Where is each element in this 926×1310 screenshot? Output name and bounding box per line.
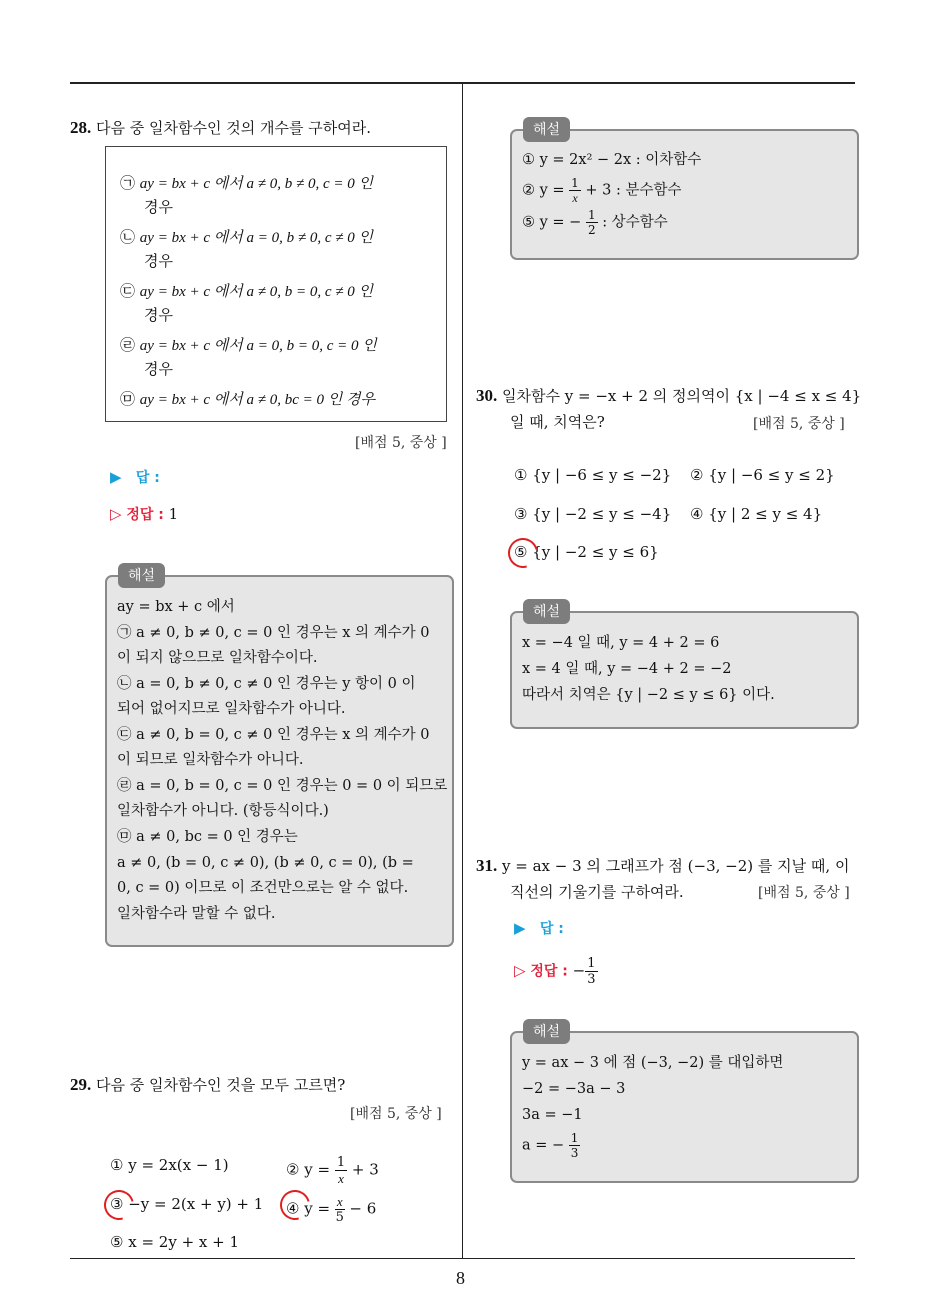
q31-exp-4-denominator: 3 — [570, 1146, 579, 1160]
q28-exp-line: ㉡ a = 0, b ≠ 0, c ≠ 0 인 경우는 y 항이 0 이 — [117, 676, 416, 692]
q30-option-5: ⑤ {y | −2 ≤ y ≤ 6} — [514, 543, 659, 561]
q28-question-text: 다음 중 일차함수인 것의 개수를 구하여라. — [96, 119, 371, 137]
q30-number: 30. — [476, 386, 498, 405]
q28-exp-line: 일차함수라 말할 수 없다. — [117, 906, 276, 922]
q31-exp-line-4 — [522, 1131, 580, 1160]
q29-option-2 — [286, 1155, 379, 1186]
q29-option-4-denominator: 5 — [335, 1210, 344, 1225]
q28-number: 28. — [70, 118, 92, 137]
q31-exp-4-numerator: 1 — [570, 1131, 579, 1145]
q30-exp-line: 따라서 치역은 {y | −2 ≤ y ≤ 6} 이다. — [522, 687, 775, 703]
q28-item-5 — [120, 389, 375, 410]
q28-item-5-mark: ㉤ — [120, 390, 136, 408]
q30-option-3: ③ {y | −2 ≤ y ≤ −4} — [514, 505, 672, 523]
q29-exp-3-numerator: 1 — [587, 208, 596, 222]
q31-answer-label: 답 : — [539, 921, 564, 937]
q28-meta: [배점 5, 중상 ] — [355, 435, 447, 451]
q31-exp-4-fraction — [569, 1131, 581, 1160]
q31-correct-sign: − — [572, 961, 586, 980]
q30-meta: [배점 5, 중상 ] — [753, 416, 845, 432]
q29-exp-2-prefix: ② y = — [522, 182, 565, 199]
q30-question-line-2: 일 때, 치역은? — [510, 413, 605, 431]
q28-explanation-tag: 해설 — [118, 563, 165, 588]
q29-explanation-tag: 해설 — [523, 117, 570, 142]
q30-option-4: ④ {y | 2 ≤ y ≤ 4} — [690, 505, 823, 523]
q28-item-3-mark: ㉢ — [120, 282, 136, 300]
q28-item-1-cont: 경우 — [144, 198, 173, 216]
q29-exp-2-numerator: 1 — [571, 176, 579, 190]
q29-exp-2-suffix: + 3 : 분수함수 — [585, 182, 682, 199]
q28-correct-value: 1 — [168, 505, 179, 523]
q28-exp-line: a ≠ 0, (b = 0, c ≠ 0), (b ≠ 0, c = 0), (b = — [117, 855, 414, 871]
q29-question-text: 다음 중 일차함수인 것을 모두 고르면? — [96, 1076, 346, 1094]
q29-option-5: ⑤ x = 2y + x + 1 — [110, 1233, 240, 1251]
q28-item-3-cont: 경우 — [144, 306, 173, 324]
q28-answer-row — [110, 467, 160, 488]
q28-answer-label: 답 : — [135, 470, 160, 486]
q28-item-2-mark: ㉡ — [120, 228, 136, 246]
q29-option-2-prefix: ② y = — [286, 1160, 331, 1179]
q30-question-line-1 — [476, 386, 861, 406]
bottom-rule — [70, 1258, 855, 1259]
q28-item-1 — [120, 173, 373, 194]
q28-options-box — [105, 146, 447, 422]
q30-option-2: ② {y | −6 ≤ y ≤ 2} — [690, 466, 835, 484]
q29-option-4-fraction — [335, 1194, 345, 1225]
q31-question-line-2: 직선의 기울기를 구하여라. — [510, 883, 684, 901]
q28-exp-line: ㉠ a ≠ 0, b ≠ 0, c = 0 인 경우는 x 의 계수가 0 — [117, 625, 430, 641]
q29-option-4-suffix: − 6 — [349, 1199, 377, 1218]
q29-exp-line-1: ① y = 2x² − 2x : 이차함수 — [522, 152, 702, 168]
q31-correct-row — [514, 956, 598, 987]
q28-correct-row — [110, 504, 178, 525]
q29-meta: [배점 5, 중상 ] — [350, 1106, 442, 1122]
q29-option-3-selection-circle — [99, 1185, 140, 1226]
q31-meta: [배점 5, 중상 ] — [758, 885, 850, 901]
q28-item-4 — [120, 335, 377, 356]
q29-option-2-numerator: 1 — [336, 1155, 346, 1170]
q31-exp-line-2: −2 = −3a − 3 — [522, 1081, 626, 1097]
q30-option-1: ① {y | −6 ≤ y ≤ −2} — [514, 466, 672, 484]
q28-exp-line: 이 되므로 일차함수가 아니다. — [117, 752, 304, 768]
q28-item-1-text: ay = bx + c 에서 a ≠ 0, b ≠ 0, c = 0 인 — [139, 176, 373, 192]
q28-item-2-cont: 경우 — [144, 252, 173, 270]
q28-exp-line: 0, c = 0) 이므로 이 조건만으로는 알 수 없다. — [117, 880, 409, 896]
q28-exp-line: 이 되지 않으므로 일차함수이다. — [117, 650, 318, 666]
q31-number: 31. — [476, 856, 498, 875]
q28-exp-line: 되어 없어지므로 일차함수가 아니다. — [117, 701, 346, 717]
q31-answer-row — [514, 918, 564, 939]
q29-option-1: ① y = 2x(x − 1) — [110, 1156, 229, 1174]
q30-exp-line: x = 4 일 때, y = −4 + 2 = −2 — [522, 661, 732, 677]
q28-item-2 — [120, 227, 373, 248]
q31-correct-numerator: 1 — [587, 956, 596, 971]
q29-option-4-prefix: ④ y = — [286, 1199, 331, 1218]
q30-explanation-tag: 해설 — [523, 599, 570, 624]
q31-correct-fraction — [585, 956, 597, 987]
q28-item-4-text: ay = bx + c 에서 a = 0, b = 0, c = 0 인 — [139, 338, 377, 354]
q29-option-2-fraction — [335, 1155, 347, 1186]
q30-option-5-selection-circle — [503, 533, 544, 574]
correct-arrow-icon: ▷ — [514, 961, 526, 980]
q28-item-2-text: ay = bx + c 에서 a = 0, b ≠ 0, c ≠ 0 인 — [139, 230, 373, 246]
q29-exp-line-2 — [522, 176, 682, 205]
q29-exp-2-fraction — [569, 176, 581, 205]
q31-correct-label: 정답 : — [530, 963, 568, 980]
q29-exp-3-denominator: 2 — [587, 223, 596, 237]
q29-option-3: ③ −y = 2(x + y) + 1 — [110, 1195, 264, 1213]
q29-exp-3-suffix: : 상수함수 — [602, 214, 668, 231]
q29-exp-3-fraction — [586, 208, 598, 237]
q31-question-text-1: y = ax − 3 의 그래프가 점 (−3, −2) 를 지날 때, 이 — [502, 857, 850, 875]
q28-exp-line: ㉢ a ≠ 0, b = 0, c ≠ 0 인 경우는 x 의 계수가 0 — [117, 727, 430, 743]
q31-question-line-1 — [476, 856, 849, 876]
q28-exp-line: 일차함수가 아니다. (항등식이다.) — [117, 803, 329, 819]
q29-option-4-numerator: x — [336, 1194, 343, 1209]
q31-correct-denominator: 3 — [587, 972, 596, 987]
q28-exp-line: ㉣ a = 0, b = 0, c = 0 인 경우는 0 = 0 이 되므로 — [117, 778, 448, 794]
q29-option-2-denominator: x — [338, 1171, 344, 1186]
q29-exp-3-prefix: ⑤ y = − — [522, 214, 582, 231]
q30-question-text-1: 일차함수 y = −x + 2 의 정의역이 {x | −4 ≤ x ≤ 4} — [502, 387, 862, 405]
q31-exp-line-3: 3a = −1 — [522, 1107, 583, 1123]
q28-exp-line: ㉤ a ≠ 0, bc = 0 인 경우는 — [117, 829, 298, 845]
q28-item-1-mark: ㉠ — [120, 174, 136, 192]
q29-question — [70, 1075, 345, 1095]
q28-item-4-cont: 경우 — [144, 360, 173, 378]
q29-option-2-suffix: + 3 — [351, 1160, 379, 1179]
q30-exp-line: x = −4 일 때, y = 4 + 2 = 6 — [522, 635, 720, 651]
q28-exp-line: ay = bx + c 에서 — [117, 599, 235, 615]
q28-item-3 — [120, 281, 373, 302]
answer-arrow-icon: ▶ — [110, 468, 122, 486]
q29-exp-line-3 — [522, 208, 668, 237]
q28-item-4-mark: ㉣ — [120, 336, 136, 354]
q28-item-5-text: ay = bx + c 에서 a ≠ 0, bc = 0 인 경우 — [139, 392, 375, 408]
page-number: 8 — [456, 1268, 465, 1288]
column-divider — [462, 83, 463, 1258]
q31-exp-line-1: y = ax − 3 에 점 (−3, −2) 를 대입하면 — [522, 1055, 784, 1071]
q28-correct-label: 정답 : — [126, 507, 164, 523]
q28-question — [70, 118, 371, 138]
q28-item-3-text: ay = bx + c 에서 a ≠ 0, b = 0, c ≠ 0 인 — [139, 284, 373, 300]
answer-arrow-icon: ▶ — [514, 919, 526, 937]
correct-arrow-icon: ▷ — [110, 505, 122, 523]
q31-explanation-tag: 해설 — [523, 1019, 570, 1044]
q29-number: 29. — [70, 1075, 92, 1094]
q31-exp-4-prefix: a = − — [522, 1137, 565, 1154]
q29-exp-2-denominator: x — [572, 191, 578, 205]
